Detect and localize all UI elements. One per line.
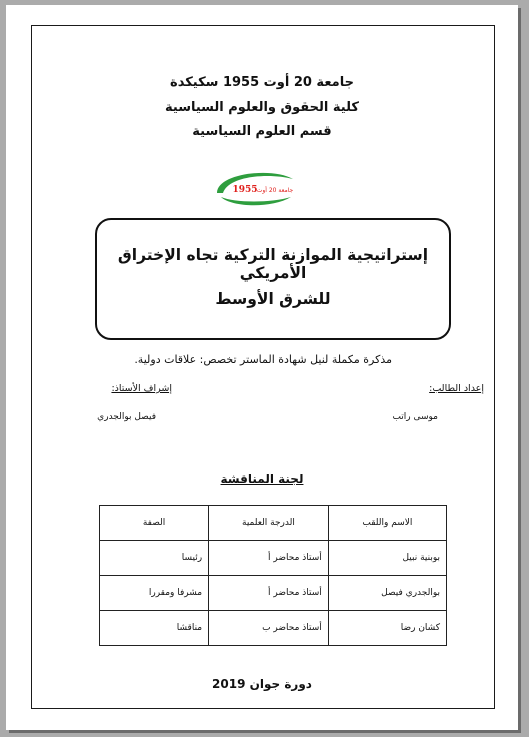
col-header-role: الصفة (100, 506, 209, 541)
thesis-title-line2: للشرق الأوسط (215, 290, 331, 308)
member-name: بوالجدري فيصل (328, 576, 446, 611)
table-row (100, 611, 447, 646)
department-name: قسم العلوم السياسية (192, 124, 332, 139)
table-header-row (100, 506, 447, 541)
member-name: بوبنية نبيل (328, 541, 446, 576)
table-row (100, 576, 447, 611)
logo-green-swoosh (221, 197, 291, 205)
thesis-title-box (95, 218, 451, 340)
member-role: مناقشا (100, 611, 209, 646)
table-row (100, 541, 447, 576)
document-page (6, 5, 518, 730)
member-name: كشان رضا (328, 611, 446, 646)
member-role: رئيسا (100, 541, 209, 576)
committee-title: لجنة المناقشة (220, 472, 304, 486)
committee-table (99, 505, 447, 646)
member-rank: أستاذ محاضر أ (209, 541, 329, 576)
member-rank: أستاذ محاضر أ (209, 576, 329, 611)
logo-year: 1955 (232, 185, 258, 195)
thesis-title-line1: إستراتيجية الموازنة التركية تجاه الإختراق الأمريكي (117, 246, 429, 282)
col-header-name: الاسم واللقب (328, 506, 446, 541)
memo-note: مذكرة مكملة لنيل شهادة الماستر تخصص: علاقات دولية. (134, 353, 392, 366)
member-rank: أستاذ محاضر ب (209, 611, 329, 646)
session-date: دورة جوان 2019 (212, 677, 312, 691)
col-header-rank: الدرجة العلمية (209, 506, 329, 541)
student-name: موسى راتب (392, 412, 438, 422)
university-logo (211, 167, 297, 209)
university-name: جامعة 20 أوت 1955 سكيكدة (170, 75, 354, 90)
faculty-name: كلية الحقوق والعلوم السياسية (165, 100, 359, 115)
logo-name: جامعة 20 أوت (256, 187, 294, 194)
prepared-by-label: إعداد الطالب: (429, 383, 484, 394)
member-role: مشرفا ومقررا (100, 576, 209, 611)
supervisor-name: فيصل بوالجدري (97, 412, 156, 422)
supervisor-label: إشراف الأستاذ: (111, 383, 172, 394)
